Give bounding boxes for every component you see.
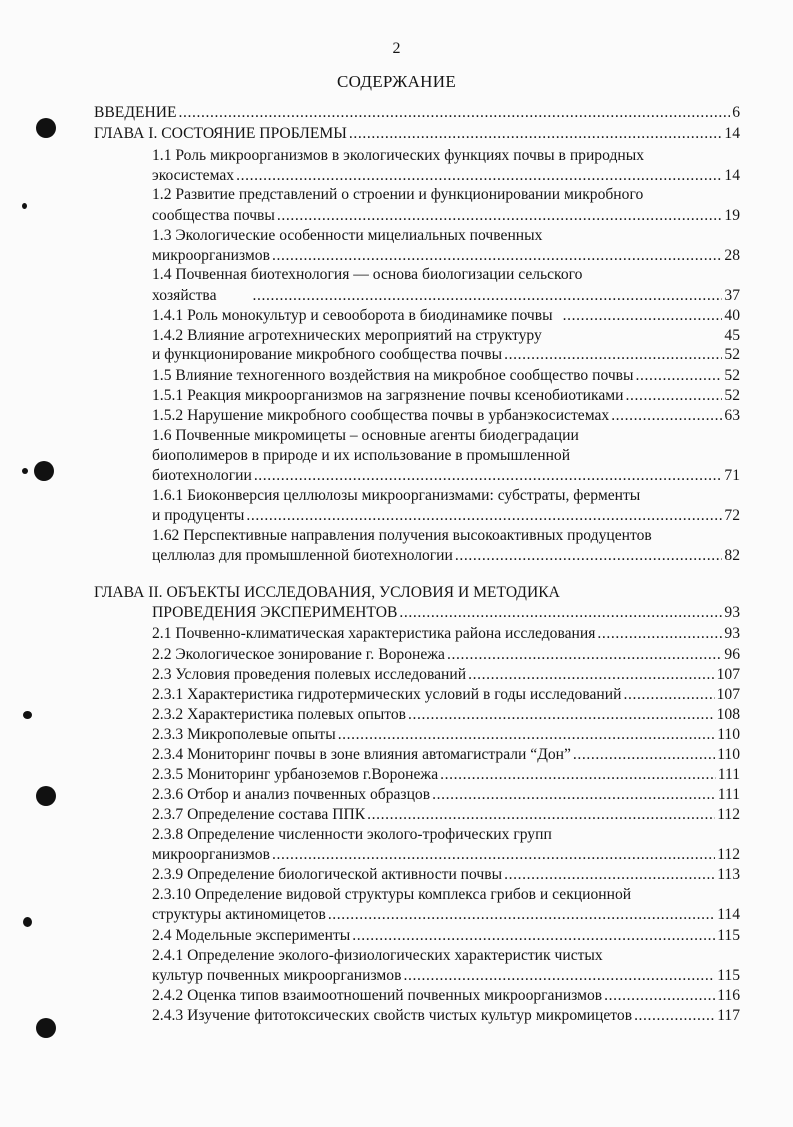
- toc-entry-2-3-8[interactable]: микроорганизмов ..... 112: [152, 845, 740, 865]
- toc-entry-chapter-2[interactable]: ПРОВЕДЕНИЯ ЭКСПЕРИМЕНТОВ ..... 93: [152, 603, 740, 623]
- toc-entry-1-5-1[interactable]: 1.5.1 Реакция микроорганизмов на загрязнение почвы ксенобиотиками ..... 52: [152, 386, 740, 406]
- toc-entry-1-5-2[interactable]: 1.5.2 Нарушение микробного сообщества почвы в урбанэкосистемах ..... 63: [152, 406, 740, 426]
- toc-entry-2-4-1[interactable]: культур почвенных микроорганизмов ..... 115: [152, 966, 740, 986]
- toc-entry-1-1-line1: 1.1 Роль микроорганизмов в экологических функциях почвы в природных: [152, 147, 645, 164]
- toc-entry-1-3[interactable]: микроорганизмов ..... 28: [152, 246, 740, 266]
- toc-entry-2-3-9[interactable]: 2.3.9 Определение биологической активности почвы ..... 113: [152, 865, 740, 885]
- toc-entry-2-3-3[interactable]: 2.3.3 Микрополевые опыты ..... 110: [152, 725, 740, 745]
- toc-entry-2-4[interactable]: 2.4 Модельные эксперименты ..... 115: [152, 926, 740, 946]
- toc-entry-1-1[interactable]: экосистемах ..... 14: [152, 166, 740, 186]
- toc-entry-1-3-line1: 1.3 Экологические особенности мицелиальных почвенных: [152, 227, 543, 244]
- toc-entry-1-6-1[interactable]: и продуценты ..... 72: [152, 506, 740, 526]
- toc-entry-2-4-2[interactable]: 2.4.2 Оценка типов взаимоотношений почвенных микроорганизмов ..... 116: [152, 986, 740, 1006]
- toc-entry-1-6-line2: биополимеров в природе и их использование в промышленной: [152, 447, 571, 464]
- toc-entry-1-4-2-line1[interactable]: 1.4.2 Влияние агротехнических мероприятий на структуру 45: [152, 327, 740, 344]
- toc-entry-2-3[interactable]: 2.3 Условия проведения полевых исследований ..... 107: [152, 665, 740, 685]
- toc-entry-1-2[interactable]: сообщества почвы ..... 19: [152, 206, 740, 226]
- toc-entry-1-62-line1: 1.62 Перспективные направления получения высокоактивных продуцентов: [152, 527, 652, 544]
- toc-entry-2-3-1[interactable]: 2.3.1 Характеристика гидротермических условий в годы исследований ..... 107: [152, 685, 740, 705]
- toc-entry-1-6-1-line1: 1.6.1 Биоконверсия целлюлозы микроорганизмами: субстраты, ферменты: [152, 487, 641, 504]
- toc-entry-1-62[interactable]: целлюлаз для промышленной биотехнологии ..... 82: [152, 546, 740, 566]
- toc-entry-1-4-line1: 1.4 Почвенная биотехнология — основа биологизации сельского: [152, 266, 583, 283]
- toc-entry-chapter-2-line1: ГЛАВА II. ОБЪЕКТЫ ИССЛЕДОВАНИЯ, УСЛОВИЯ И МЕТОДИКА: [94, 584, 560, 601]
- toc-entry-2-3-5[interactable]: 2.3.5 Мониторинг урбаноземов г.Воронежа ..... 111: [152, 765, 740, 785]
- toc-entry-2-3-7[interactable]: 2.3.7 Определение состава ППК ..... 112: [152, 805, 740, 825]
- toc-entry-2-3-4[interactable]: 2.3.4 Мониторинг почвы в зоне влияния автомагистрали “Дон” ..... 110: [152, 745, 740, 765]
- toc-entry-1-4[interactable]: хозяйства ..... 37: [152, 286, 740, 306]
- toc-entry-2-3-10-line1: 2.3.10 Определение видовой структуры комплекса грибов и секционной: [152, 886, 632, 903]
- toc-entry-1-6[interactable]: биотехнологии ..... 71: [152, 466, 740, 486]
- page-title: СОДЕРЖАНИЕ: [336, 72, 457, 91]
- toc-entry-2-4-3[interactable]: 2.4.3 Изучение фитотоксических свойств чистых культур микромицетов ..... 117: [152, 1006, 740, 1026]
- toc-entry-2-3-6[interactable]: 2.3.6 Отбор и анализ почвенных образцов ..... 111: [152, 785, 740, 805]
- toc-entry-2-2[interactable]: 2.2 Экологическое зонирование г. Воронежа ..... 96: [152, 645, 740, 665]
- toc-entry-2-3-10[interactable]: структуры актиномицетов ..... 114: [152, 905, 740, 925]
- toc-entry-1-6-line1: 1.6 Почвенные микромицеты – основные агенты биодеградации: [152, 427, 579, 444]
- toc-entry-1-4-2[interactable]: и функционирование микробного сообщества почвы ..... 52: [152, 345, 740, 365]
- toc-entry-2-3-2[interactable]: 2.3.2 Характеристика полевых опытов ..... 108: [152, 705, 740, 725]
- toc-entry-chapter-1[interactable]: ГЛАВА I. СОСТОЯНИЕ ПРОБЛЕМЫ ..... 14: [94, 124, 740, 144]
- toc-entry-2-3-8-line1: 2.3.8 Определение численности эколого-трофических групп: [152, 826, 552, 843]
- page-number: 2: [392, 40, 401, 57]
- toc-entry-2-1[interactable]: 2.1 Почвенно-климатическая характеристика района исследования ..... 93: [152, 624, 740, 644]
- toc-entry-1-4-1[interactable]: 1.4.1 Роль монокультур и севооборота в биодинамике почвы ..... 40: [152, 306, 740, 326]
- toc-entry-1-2-line1: 1.2 Развитие представлений о строении и функционировании микробного: [152, 186, 644, 203]
- toc-entry-1-5[interactable]: 1.5 Влияние техногенного воздействия на микробное сообщество почвы ..... 52: [152, 366, 740, 386]
- toc-entry-2-4-1-line1: 2.4.1 Определение эколого-физиологических характеристик чистых: [152, 947, 603, 964]
- toc-entry-intro[interactable]: ВВЕДЕНИЕ ..... 6: [94, 103, 740, 123]
